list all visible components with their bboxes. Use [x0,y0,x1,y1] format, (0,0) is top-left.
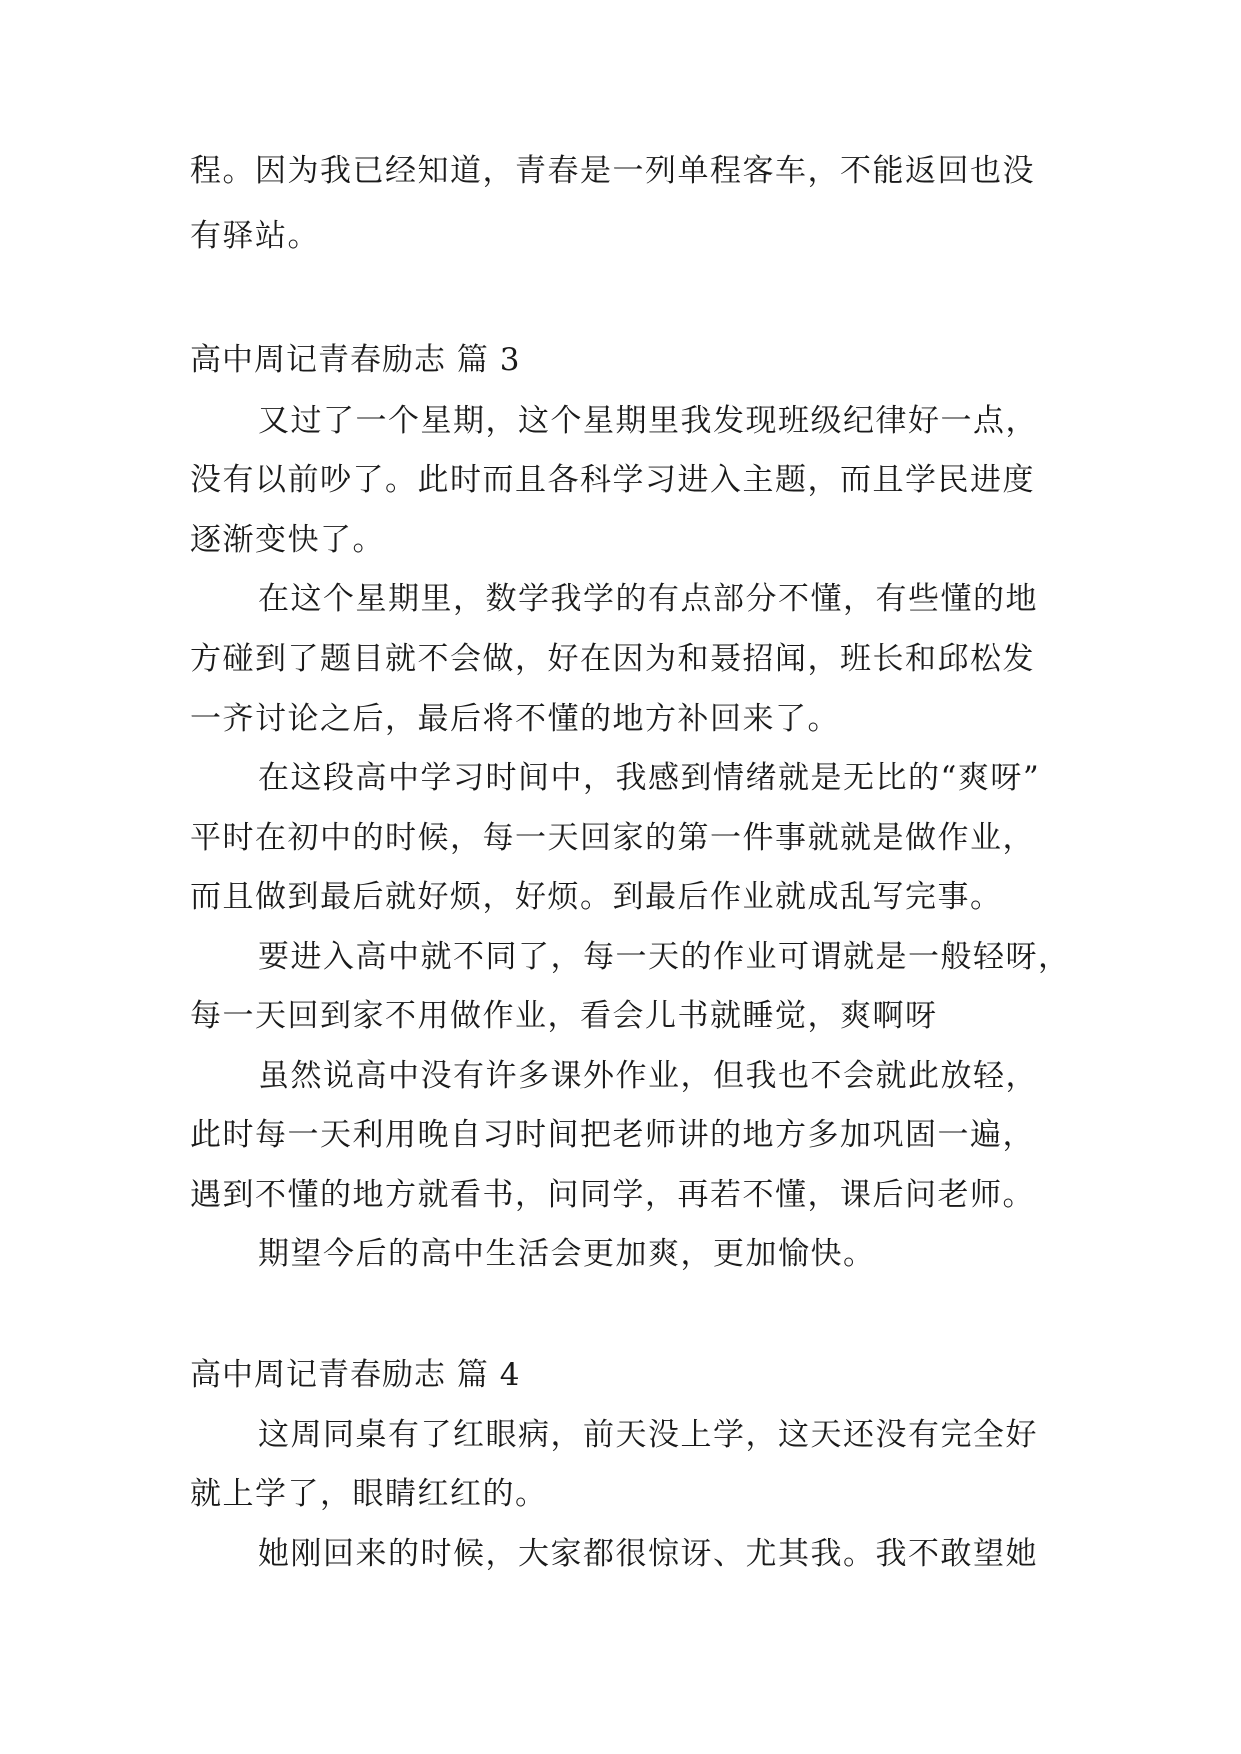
paragraph-line: 逐渐变快了。 [190,522,385,558]
paragraph-line: 没有以前吵了。此时而且各科学习进入主题，而且学民进度 [190,462,1035,498]
paragraph-line: 平时在初中的时候，每一天回家的第一件事就就是做作业， [190,820,1035,856]
paragraph-line: 在这个星期里，数学我学的有点部分不懂，有些懂的地 [258,581,1038,617]
paragraph-line: 方碰到了题目就不会做，好在因为和聂招闻，班长和邱松发 [190,641,1035,677]
section-heading: 高中周记青春励志 篇 4 [190,1357,521,1393]
paragraph-line: 要进入高中就不同了，每一天的作业可谓就是一般轻呀， [258,939,1071,975]
paragraph-line: 虽然说高中没有许多课外作业，但我也不会就此放轻， [258,1058,1038,1094]
paragraph-line: 她刚回来的时候，大家都很惊讶、尤其我。我不敢望她 [258,1536,1038,1572]
paragraph-line: 在这段高中学习时间中，我感到情绪就是无比的“爽呀” [258,760,1041,796]
paragraph-line: 就上学了，眼睛红红的。 [190,1476,548,1512]
paragraph-line: 这周同桌有了红眼病，前天没上学，这天还没有完全好 [258,1417,1038,1453]
paragraph-line: 程。因为我已经知道，青春是一列单程客车，不能返回也没 [190,153,1035,189]
paragraph-line: 期望今后的高中生活会更加爽，更加愉快。 [258,1236,876,1272]
paragraph-line: 遇到不懂的地方就看书，问同学，再若不懂，课后问老师。 [190,1177,1035,1213]
paragraph-line: 此时每一天利用晚自习时间把老师讲的地方多加巩固一遍， [190,1117,1035,1153]
section-heading: 高中周记青春励志 篇 3 [190,342,521,378]
paragraph-line: 一齐讨论之后，最后将不懂的地方补回来了。 [190,701,840,737]
paragraph-line: 每一天回到家不用做作业，看会儿书就睡觉，爽啊呀 [190,998,938,1034]
paragraph-line: 而且做到最后就好烦，好烦。到最后作业就成乱写完事。 [190,879,1003,915]
paragraph-line: 有驿站。 [190,218,320,254]
paragraph-line: 又过了一个星期，这个星期里我发现班级纪律好一点， [258,403,1038,439]
